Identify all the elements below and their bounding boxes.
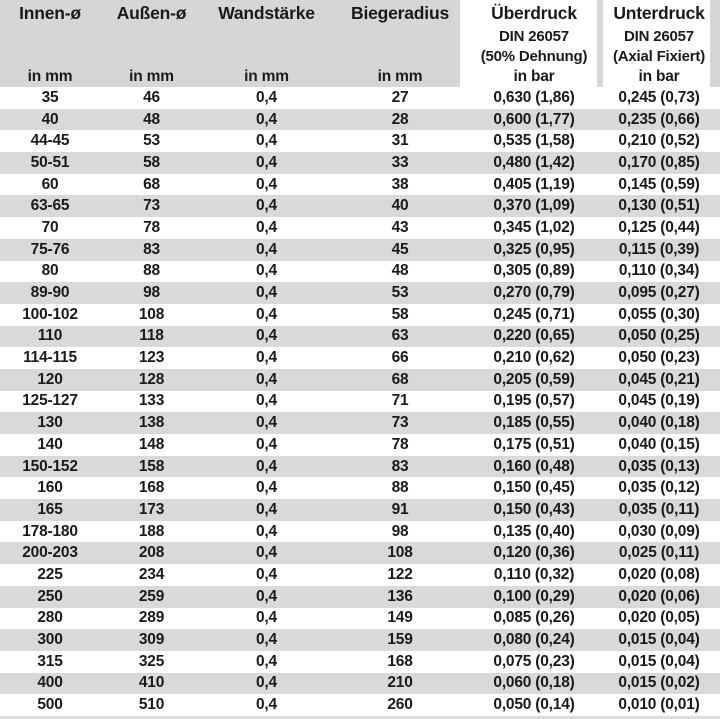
table-cell: 35 xyxy=(41,88,59,106)
table-cell: 325 xyxy=(138,652,165,670)
table-cell: 0,4 xyxy=(256,544,277,562)
table-cell: 122 xyxy=(387,566,413,584)
table-row xyxy=(0,87,720,109)
table-cell: 0,600 (1,77) xyxy=(493,110,575,128)
table-cell: 0,080 (0,24) xyxy=(493,631,575,649)
table-cell: 0,150 (0,45) xyxy=(493,479,575,497)
table-cell: 0,210 (0,52) xyxy=(618,132,700,150)
table-cell: 0,110 (0,32) xyxy=(493,566,575,584)
table-cell: 73 xyxy=(143,197,160,215)
table-cell: 68 xyxy=(143,175,160,193)
header-title-row xyxy=(0,0,720,26)
table-cell: 0,185 (0,55) xyxy=(493,414,575,432)
table-cell: 0,480 (1,42) xyxy=(493,153,575,171)
table-cell: 0,4 xyxy=(256,392,277,410)
table-cell: 188 xyxy=(138,522,165,540)
table-cell: 118 xyxy=(139,327,164,345)
table-cell: 0,100 (0,29) xyxy=(493,587,575,605)
table-cell: 165 xyxy=(37,500,63,518)
table-cell: 0,4 xyxy=(256,566,277,584)
column-title-unterdruck: Unterdruck xyxy=(613,2,705,23)
table-cell: 73 xyxy=(391,414,409,432)
table-cell: 0,245 (0,71) xyxy=(493,305,575,323)
table-cell: 0,075 (0,23) xyxy=(493,652,575,670)
table-cell: 0,160 (0,48) xyxy=(493,457,575,475)
table-cell: 0,050 (0,14) xyxy=(493,696,575,714)
table-cell: 0,015 (0,04) xyxy=(618,652,700,670)
table-cell: 150-152 xyxy=(22,457,78,475)
table-cell: 0,170 (0,85) xyxy=(618,153,700,171)
table-cell: 0,020 (0,08) xyxy=(618,566,700,584)
table-row xyxy=(0,369,720,391)
unit-label-wandstaerke: in mm xyxy=(244,67,289,85)
table-cell: 53 xyxy=(143,132,160,150)
table-cell: 83 xyxy=(143,240,160,258)
table-cell: 0,030 (0,09) xyxy=(618,522,700,540)
table-cell: 46 xyxy=(143,88,160,106)
table-row xyxy=(0,499,720,521)
table-cell: 0,4 xyxy=(256,652,277,670)
column-title-aussen: Außen-ø xyxy=(116,2,187,23)
table-cell: 44-45 xyxy=(30,132,70,150)
table-cell: 0,040 (0,15) xyxy=(618,435,700,453)
table-row xyxy=(0,586,720,608)
table-cell: 0,4 xyxy=(256,327,277,345)
table-cell: 0,035 (0,13) xyxy=(618,457,700,475)
table-row xyxy=(0,412,720,434)
table-cell: 91 xyxy=(391,500,409,518)
table-cell: 89-90 xyxy=(30,284,70,302)
table-cell: 0,345 (1,02) xyxy=(493,218,575,236)
table-cell: 0,4 xyxy=(256,370,277,388)
table-cell: 28 xyxy=(391,110,409,128)
table-cell: 125-127 xyxy=(22,392,78,410)
column-title-wandstaerke: Wandstärke xyxy=(218,2,315,23)
din-label-unterdruck: DIN 26057 xyxy=(624,27,694,45)
table-cell: 75-76 xyxy=(30,240,70,258)
table-cell: 250 xyxy=(37,587,63,605)
table-header xyxy=(0,0,720,87)
table-cell: 168 xyxy=(138,479,165,497)
table-cell: 110 xyxy=(37,327,63,345)
table-cell: 0,040 (0,18) xyxy=(618,414,700,432)
table-cell: 140 xyxy=(37,435,63,453)
table-row xyxy=(0,434,720,456)
table-cell: 0,020 (0,06) xyxy=(618,587,700,605)
table-cell: 138 xyxy=(138,414,165,432)
table-cell: 0,4 xyxy=(256,153,277,171)
table-cell: 0,4 xyxy=(256,457,277,475)
table-cell: 128 xyxy=(138,370,165,388)
table-cell: 309 xyxy=(138,631,165,649)
unit-label-aussen: in mm xyxy=(129,67,174,85)
table-cell: 0,045 (0,21) xyxy=(618,370,700,388)
table-cell: 0,405 (1,19) xyxy=(493,175,575,193)
table-cell: 31 xyxy=(391,132,409,150)
table-row xyxy=(0,564,720,586)
table-row xyxy=(0,174,720,196)
table-cell: 0,4 xyxy=(256,587,277,605)
unit-label-biegeradius: in mm xyxy=(377,67,423,85)
table-cell: 48 xyxy=(391,262,409,280)
table-cell: 50-51 xyxy=(30,153,70,171)
table-cell: 0,135 (0,40) xyxy=(493,522,575,540)
table-cell: 98 xyxy=(391,522,409,540)
table-cell: 300 xyxy=(37,631,63,649)
table-cell: 0,235 (0,66) xyxy=(618,110,700,128)
table-cell: 63 xyxy=(391,327,409,345)
table-row xyxy=(0,152,720,174)
table-cell: 168 xyxy=(387,652,413,670)
table-cell: 58 xyxy=(143,153,160,171)
table-cell: 0,020 (0,05) xyxy=(618,609,700,627)
table-cell: 0,045 (0,19) xyxy=(618,392,700,410)
table-cell: 0,015 (0,02) xyxy=(618,674,700,692)
table-cell: 114-115 xyxy=(23,349,77,367)
table-cell: 280 xyxy=(37,609,63,627)
table-row xyxy=(0,391,720,413)
table-row xyxy=(0,239,720,261)
table-cell: 0,4 xyxy=(256,175,277,193)
table-cell: 0,035 (0,11) xyxy=(618,500,700,518)
table-cell: 80 xyxy=(41,262,59,280)
table-cell: 0,4 xyxy=(256,522,277,540)
table-row xyxy=(0,629,720,651)
table-cell: 0,370 (1,09) xyxy=(493,197,575,215)
table-cell: 0,175 (0,51) xyxy=(493,435,575,453)
table-row xyxy=(0,347,720,369)
table-cell: 260 xyxy=(387,696,413,714)
table-cell: 0,4 xyxy=(256,609,277,627)
table-cell: 148 xyxy=(138,435,165,453)
table-row xyxy=(0,521,720,543)
table-cell: 410 xyxy=(138,674,165,692)
table-cell: 0,110 (0,34) xyxy=(618,262,700,280)
unit-label-ueberdruck: in bar xyxy=(513,67,555,85)
table-row xyxy=(0,694,720,716)
table-cell: 68 xyxy=(391,370,409,388)
table-cell: 33 xyxy=(391,153,409,171)
table-cell: 149 xyxy=(387,609,413,627)
table-cell: 0,145 (0,59) xyxy=(618,175,700,193)
table-cell: 0,220 (0,65) xyxy=(493,327,575,345)
table-cell: 173 xyxy=(138,500,165,518)
table-cell: 40 xyxy=(391,197,409,215)
table-row xyxy=(0,608,720,630)
table-cell: 0,4 xyxy=(256,479,277,497)
table-cell: 120 xyxy=(37,370,63,388)
table-cell: 500 xyxy=(37,696,63,714)
table-cell: 0,4 xyxy=(256,305,277,323)
table-cell: 70 xyxy=(41,218,59,236)
din-label-ueberdruck: DIN 26057 xyxy=(499,27,569,45)
qualifier-label-fixiert: (Axial Fixiert) xyxy=(612,47,706,65)
table-cell: 289 xyxy=(138,609,165,627)
table-row xyxy=(0,673,720,695)
table-cell: 0,535 (1,58) xyxy=(493,132,575,150)
table-cell: 0,4 xyxy=(256,218,277,236)
table-cell: 158 xyxy=(138,457,165,475)
table-cell: 0,4 xyxy=(256,132,277,150)
table-row xyxy=(0,130,720,152)
table-row xyxy=(0,217,720,239)
table-cell: 40 xyxy=(41,110,59,128)
header-unit-row xyxy=(0,66,720,87)
table-row xyxy=(0,651,720,673)
table-cell: 78 xyxy=(391,435,409,453)
qualifier-label-dehnung: (50% Dehnung) xyxy=(480,47,588,65)
column-title-ueberdruck: Überdruck xyxy=(491,2,577,23)
header-din-row xyxy=(0,26,720,46)
table-cell: 123 xyxy=(138,349,165,367)
table-cell: 0,4 xyxy=(256,414,277,432)
column-title-biegeradius: Biegeradius xyxy=(351,2,449,23)
table-cell: 66 xyxy=(391,349,409,367)
table-cell: 0,195 (0,57) xyxy=(493,392,575,410)
table-cell: 0,4 xyxy=(256,696,277,714)
table-cell: 0,630 (1,86) xyxy=(493,88,575,106)
table-cell: 0,025 (0,11) xyxy=(618,544,700,562)
table-cell: 38 xyxy=(391,175,409,193)
table-cell: 0,4 xyxy=(256,197,277,215)
table-cell: 130 xyxy=(37,414,63,432)
table-cell: 178-180 xyxy=(22,522,78,540)
table-cell: 100-102 xyxy=(22,305,78,323)
table-cell: 0,115 (0,39) xyxy=(618,240,700,258)
table-cell: 108 xyxy=(138,305,165,323)
table-cell: 78 xyxy=(143,218,160,236)
table-row xyxy=(0,456,720,478)
table-cell: 0,085 (0,26) xyxy=(493,609,575,627)
unit-label-unterdruck: in bar xyxy=(638,67,680,85)
table-cell: 0,270 (0,79) xyxy=(493,284,575,302)
table-cell: 0,4 xyxy=(256,349,277,367)
table-cell: 159 xyxy=(387,631,413,649)
table-cell: 108 xyxy=(387,544,413,562)
table-cell: 0,150 (0,43) xyxy=(493,500,575,518)
table-cell: 60 xyxy=(41,175,59,193)
table-row xyxy=(0,261,720,283)
header-qualifier-row xyxy=(0,46,720,66)
table-cell: 510 xyxy=(138,696,165,714)
table-body xyxy=(0,87,720,716)
column-title-innen: Innen-ø xyxy=(19,2,81,23)
table-cell: 0,050 (0,23) xyxy=(618,349,700,367)
table-cell: 0,035 (0,12) xyxy=(618,479,700,497)
table-cell: 136 xyxy=(387,587,413,605)
table-cell: 98 xyxy=(143,284,160,302)
table-cell: 0,010 (0,01) xyxy=(618,696,700,714)
table-cell: 48 xyxy=(143,110,160,128)
table-cell: 208 xyxy=(138,544,165,562)
table-cell: 83 xyxy=(391,457,409,475)
table-cell: 0,4 xyxy=(256,674,277,692)
table-cell: 0,325 (0,95) xyxy=(493,240,575,258)
table-cell: 133 xyxy=(138,392,165,410)
table-cell: 160 xyxy=(37,479,63,497)
table-row xyxy=(0,304,720,326)
table-cell: 210 xyxy=(387,674,413,692)
table-cell: 0,060 (0,18) xyxy=(493,674,575,692)
table-cell: 88 xyxy=(391,479,409,497)
table-cell: 0,055 (0,30) xyxy=(618,305,700,323)
table-cell: 0,205 (0,59) xyxy=(493,370,575,388)
table-cell: 58 xyxy=(391,305,409,323)
table-cell: 315 xyxy=(37,652,63,670)
table-cell: 0,4 xyxy=(256,240,277,258)
table-cell: 0,095 (0,27) xyxy=(618,284,700,302)
table-cell: 53 xyxy=(391,284,409,302)
table-cell: 0,120 (0,36) xyxy=(493,544,575,562)
table-cell: 0,210 (0,62) xyxy=(493,349,575,367)
table-cell: 0,050 (0,25) xyxy=(618,327,700,345)
table-cell: 0,015 (0,04) xyxy=(618,631,700,649)
table-cell: 0,4 xyxy=(256,110,277,128)
table-cell: 71 xyxy=(391,392,409,410)
unit-label-innen: in mm xyxy=(27,67,73,85)
table-row xyxy=(0,477,720,499)
table-cell: 234 xyxy=(138,566,165,584)
table-row xyxy=(0,109,720,131)
table-cell: 0,125 (0,44) xyxy=(618,218,700,236)
table-cell: 88 xyxy=(143,262,160,280)
table-cell: 0,305 (0,89) xyxy=(493,262,575,280)
table-row xyxy=(0,326,720,348)
table-cell: 0,4 xyxy=(256,284,277,302)
table-row xyxy=(0,282,720,304)
table-row xyxy=(0,542,720,564)
table-cell: 0,4 xyxy=(256,500,277,518)
table-cell: 0,4 xyxy=(256,435,277,453)
table-cell: 0,130 (0,51) xyxy=(618,197,700,215)
table-cell: 63-65 xyxy=(30,197,70,215)
table-cell: 0,4 xyxy=(256,631,277,649)
table-cell: 0,4 xyxy=(256,88,277,106)
table-row xyxy=(0,195,720,217)
table-cell: 45 xyxy=(391,240,409,258)
table-cell: 0,245 (0,73) xyxy=(618,88,700,106)
table-cell: 259 xyxy=(138,587,165,605)
table-cell: 43 xyxy=(391,218,409,236)
table-cell: 200-203 xyxy=(22,544,78,562)
table-cell: 225 xyxy=(37,566,63,584)
table-cell: 0,4 xyxy=(256,262,277,280)
table-cell: 400 xyxy=(37,674,63,692)
table-cell: 27 xyxy=(391,88,409,106)
